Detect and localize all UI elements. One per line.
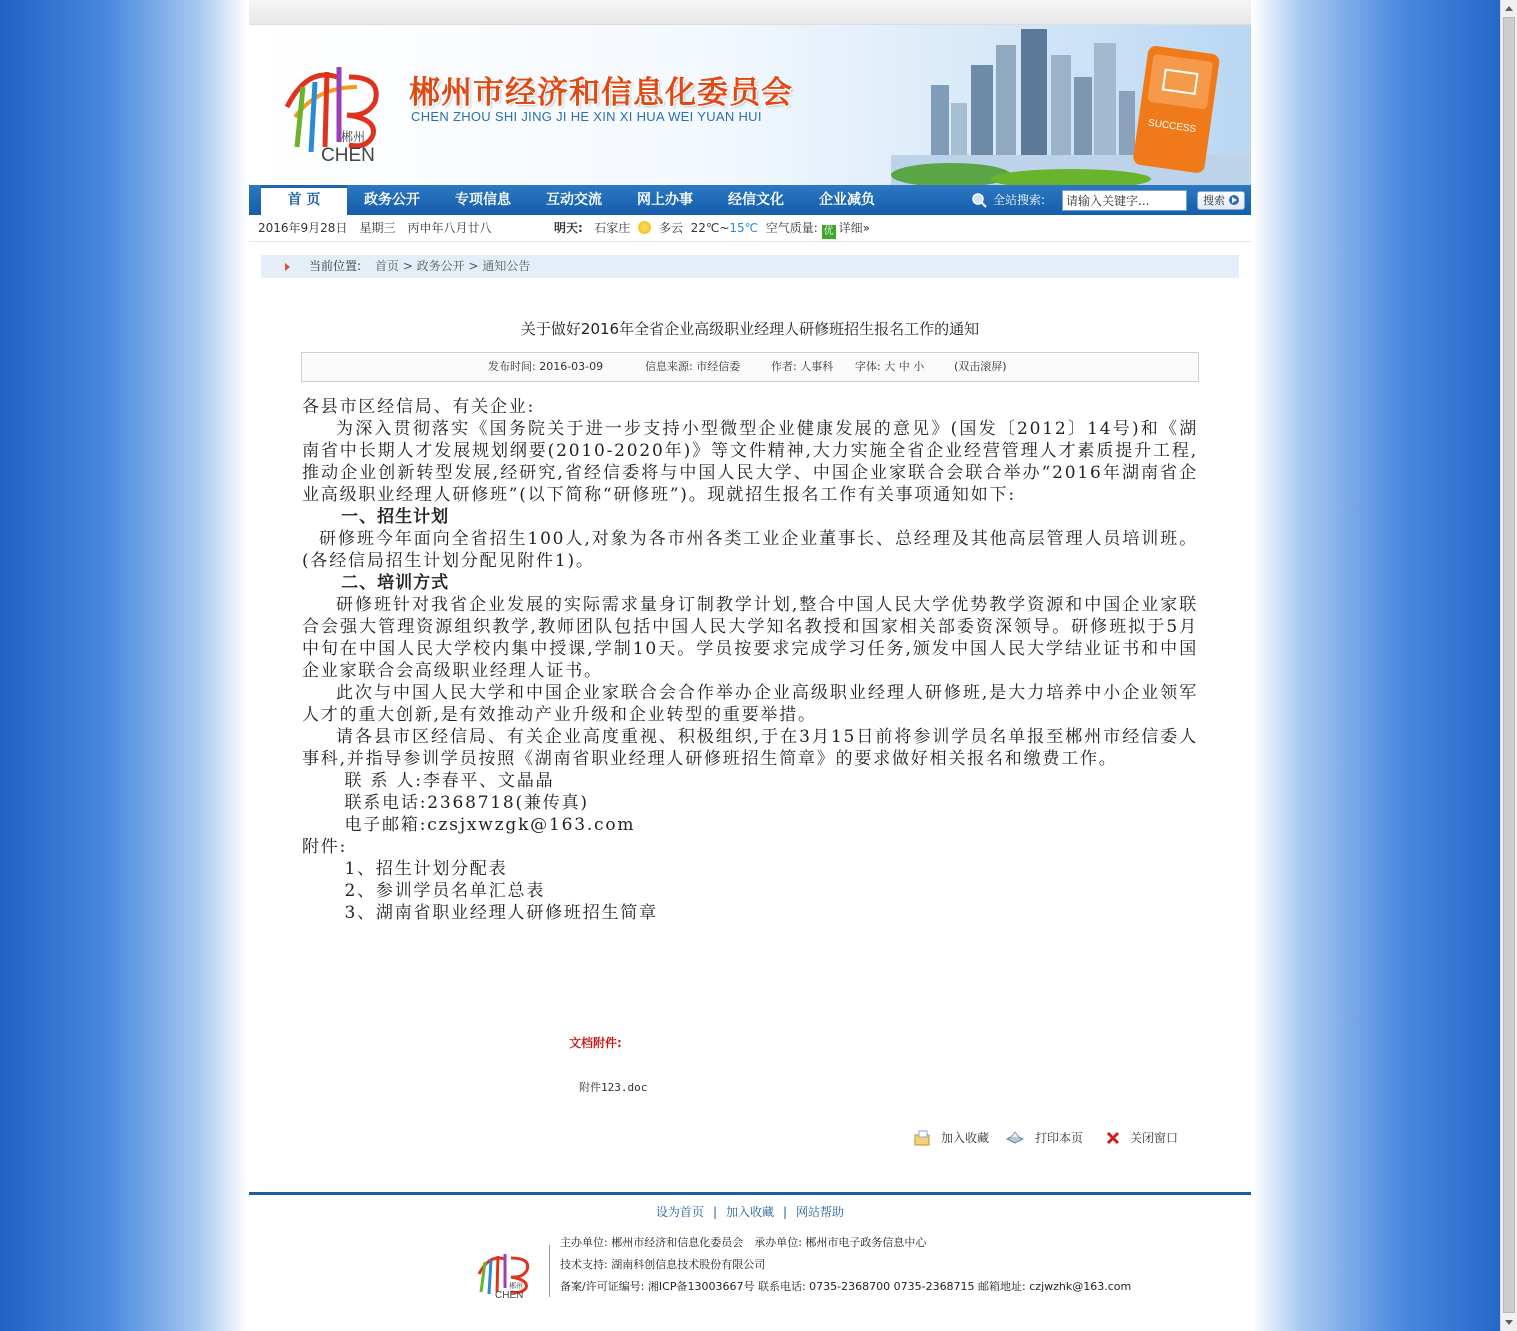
nav-item-online-service[interactable]: 网上办事: [637, 192, 693, 208]
attachment-item: 2、参训学员名单汇总表: [344, 881, 546, 901]
search-input[interactable]: [1062, 190, 1187, 211]
weather-detail-link[interactable]: 详细»: [838, 221, 871, 235]
paragraph: 此次与中国人民大学和中国企业家联合会合作举办企业高级职业经理人研修班,是大力培养中小企业领军人才的重大创新,是有效推动产业升级和企业转型的重要举措。: [302, 683, 1198, 725]
breadcrumb-arrow-icon: [285, 263, 290, 271]
print-icon[interactable]: [1006, 1130, 1024, 1146]
weather-info: [554, 215, 870, 241]
attachments-heading: 附件:: [302, 837, 348, 857]
doc-attachment-label: 文档附件:: [569, 1036, 622, 1050]
arrow-right-icon: [1229, 195, 1239, 205]
meta-date: 发布时间: 2016-03-09: [488, 360, 604, 373]
section-heading: 二、培训方式: [341, 573, 450, 593]
footer-link-help[interactable]: 网站帮助: [796, 1205, 845, 1219]
footer-logo-text-en: CHEN: [495, 1290, 524, 1300]
paragraph: 请各县市区经信局、有关企业高度重视、积极组织,于在3月15日前将参训学员名单报至郴州市经信委人事科,并指导参训学员按照《湖南省职业经理人研修班招生简章》的要求做好相关报名和缴费工作。: [302, 727, 1198, 769]
nav-item-gov-affairs[interactable]: 政务公开: [364, 192, 420, 208]
print-button[interactable]: 打印本页: [1035, 1131, 1084, 1145]
paragraph: 研修班针对我省企业发展的实际需求量身订制教学计划,整合中国人民大学优势教学资源和中国企业家联合会强大管理资源组织教学,教师团队包括中国人民大学知名教授和国家相关部委资深领导。研修班拟于5月中旬在中国人民大学校内集中授课,学制10天。学员按要求完成学习任务,颁发中国人民大学结业证书和中国企业家联合会高级职业经理人证书。: [302, 595, 1198, 681]
favorite-icon[interactable]: [913, 1130, 931, 1146]
footer-logo: [471, 1244, 537, 1300]
weather-city: 石家庄: [594, 221, 631, 235]
footer-link-set-home[interactable]: 设为首页: [655, 1205, 704, 1219]
attachment-item: 3、湖南省职业经理人研修班招生简章: [344, 903, 658, 923]
meta-font-size[interactable]: 字体: 大 中 小: [855, 360, 925, 373]
success-label: SUCCESS: [1147, 117, 1197, 136]
site-logo: [277, 47, 395, 167]
temp-high: 22℃: [690, 221, 720, 235]
cloudy-sun-icon: [638, 221, 651, 234]
footer-links: [249, 1203, 1251, 1220]
tomorrow-label: 明天:: [554, 221, 583, 235]
close-window-button[interactable]: 关闭窗口: [1130, 1131, 1179, 1145]
page-container: [249, 0, 1251, 1331]
scroll-down-icon[interactable]: [1505, 1320, 1513, 1325]
logo-text-en: CHEN: [321, 145, 375, 166]
scroll-up-icon[interactable]: [1505, 6, 1513, 11]
footer-tech-support: 技术支持: 湖南科创信息技术股份有限公司: [560, 1258, 766, 1271]
footer-vertical-divider: [549, 1245, 550, 1297]
paragraph: 研修班今年面向全省招生100人,对象为各市州各类工业企业董事长、总经理及其他高层管理人员培训班。(各经信局招生计划分配见附件1)。: [302, 529, 1198, 571]
footer-logo-text-cn: 郴州: [509, 1282, 523, 1290]
article-body: [302, 396, 1198, 924]
favorite-button[interactable]: 加入收藏: [941, 1131, 990, 1145]
meta-scroll-hint: (双击滚屏): [954, 360, 1007, 373]
main-nav: [249, 185, 1251, 215]
doc-attachment-link[interactable]: 附件123.doc: [579, 1081, 648, 1094]
article-meta: [301, 352, 1199, 382]
footer-link-favorite[interactable]: 加入收藏: [725, 1205, 774, 1219]
search-label: 全站搜索:: [993, 193, 1046, 207]
nav-item-culture[interactable]: 经信文化: [728, 192, 784, 208]
site-subtitle: CHEN ZHOU SHI JING JI HE XIN XI HUA WEI YUAN HUI: [411, 109, 762, 124]
breadcrumb: [261, 255, 1239, 278]
meta-source: 信息来源: 市经信委: [645, 360, 741, 373]
footer-divider: [249, 1192, 1251, 1195]
footer-organizer: 主办单位: 郴州市经济和信息化委员会 承办单位: 郴州市电子政务信息中心: [560, 1236, 927, 1249]
breadcrumb-label: 当前位置:: [309, 259, 362, 273]
date-weather-bar: [249, 215, 1251, 242]
weather-condition: 多云: [658, 221, 683, 235]
air-quality-badge: 优: [823, 226, 834, 237]
footer-link-sep: |: [783, 1205, 788, 1219]
section-heading: 一、招生计划: [341, 507, 450, 527]
contact-phone: 联系电话:2368718(兼传真): [344, 793, 589, 813]
article-title: 关于做好2016年全省企业高级职业经理人研修班招生报名工作的通知: [520, 320, 980, 338]
top-strip: [249, 0, 1251, 25]
footer-link-sep: |: [712, 1205, 717, 1219]
air-quality-label: 空气质量:: [765, 221, 818, 235]
search-icon: [971, 192, 987, 208]
site-title: 郴州市经济和信息化委员会: [409, 75, 793, 111]
city-skyline-illustration: [891, 25, 1251, 185]
contact-person: 联 系 人:李春平、文晶晶: [344, 771, 555, 791]
salutation: 各县市区经信局、有关企业:: [302, 397, 536, 417]
paragraph: 为深入贯彻落实《国务院关于进一步支持小型微型企业健康发展的意见》(国发〔2012〕14号)和《湖南省中长期人才发展规划纲要(2010-2020年)》等文件精神,大力实施全省企业经营管理人才素质提升工程,推动企业创新转型发展,经研究,省经信委将与中国人民大学、中国企业家联合会联合举办“2016年湖南省企业高级职业经理人研修班”(以下简称“研修班”)。现就招生报名工作有关事项通知如下:: [302, 419, 1198, 505]
footer-icp: 备案/许可证编号: 湘ICP备13003667号 联系电话: 0735-2368700 0735-2368715 邮箱地址: czjwzhk@163.com: [560, 1280, 1132, 1293]
close-icon[interactable]: [1104, 1130, 1122, 1146]
breadcrumb-path[interactable]: 首页 > 政务公开 > 通知公告: [375, 259, 531, 273]
vertical-scrollbar[interactable]: [1500, 0, 1517, 1331]
search-button-label: 搜索: [1203, 194, 1225, 207]
current-date: 2016年9月28日 星期三 丙申年八月廿八: [258, 221, 492, 235]
nav-item-home[interactable]: 首 页: [261, 185, 347, 215]
nav-item-interaction[interactable]: 互动交流: [546, 192, 602, 208]
nav-item-burden-relief[interactable]: 企业减负: [819, 192, 875, 208]
logo-text-cn: 郴州: [341, 130, 366, 144]
temp-low: 15℃: [729, 221, 759, 235]
site-banner: [249, 25, 1251, 185]
attachment-item: 1、招生计划分配表: [344, 859, 508, 879]
search-button[interactable]: [1197, 191, 1245, 210]
temp-sep: ~: [719, 221, 730, 235]
meta-author: 作者: 人事科: [771, 360, 834, 373]
nav-item-special-info[interactable]: 专项信息: [455, 192, 511, 208]
scrollbar-thumb[interactable]: [1503, 17, 1515, 1313]
contact-email: 电子邮箱:czsjxwzgk@163.com: [344, 815, 636, 835]
